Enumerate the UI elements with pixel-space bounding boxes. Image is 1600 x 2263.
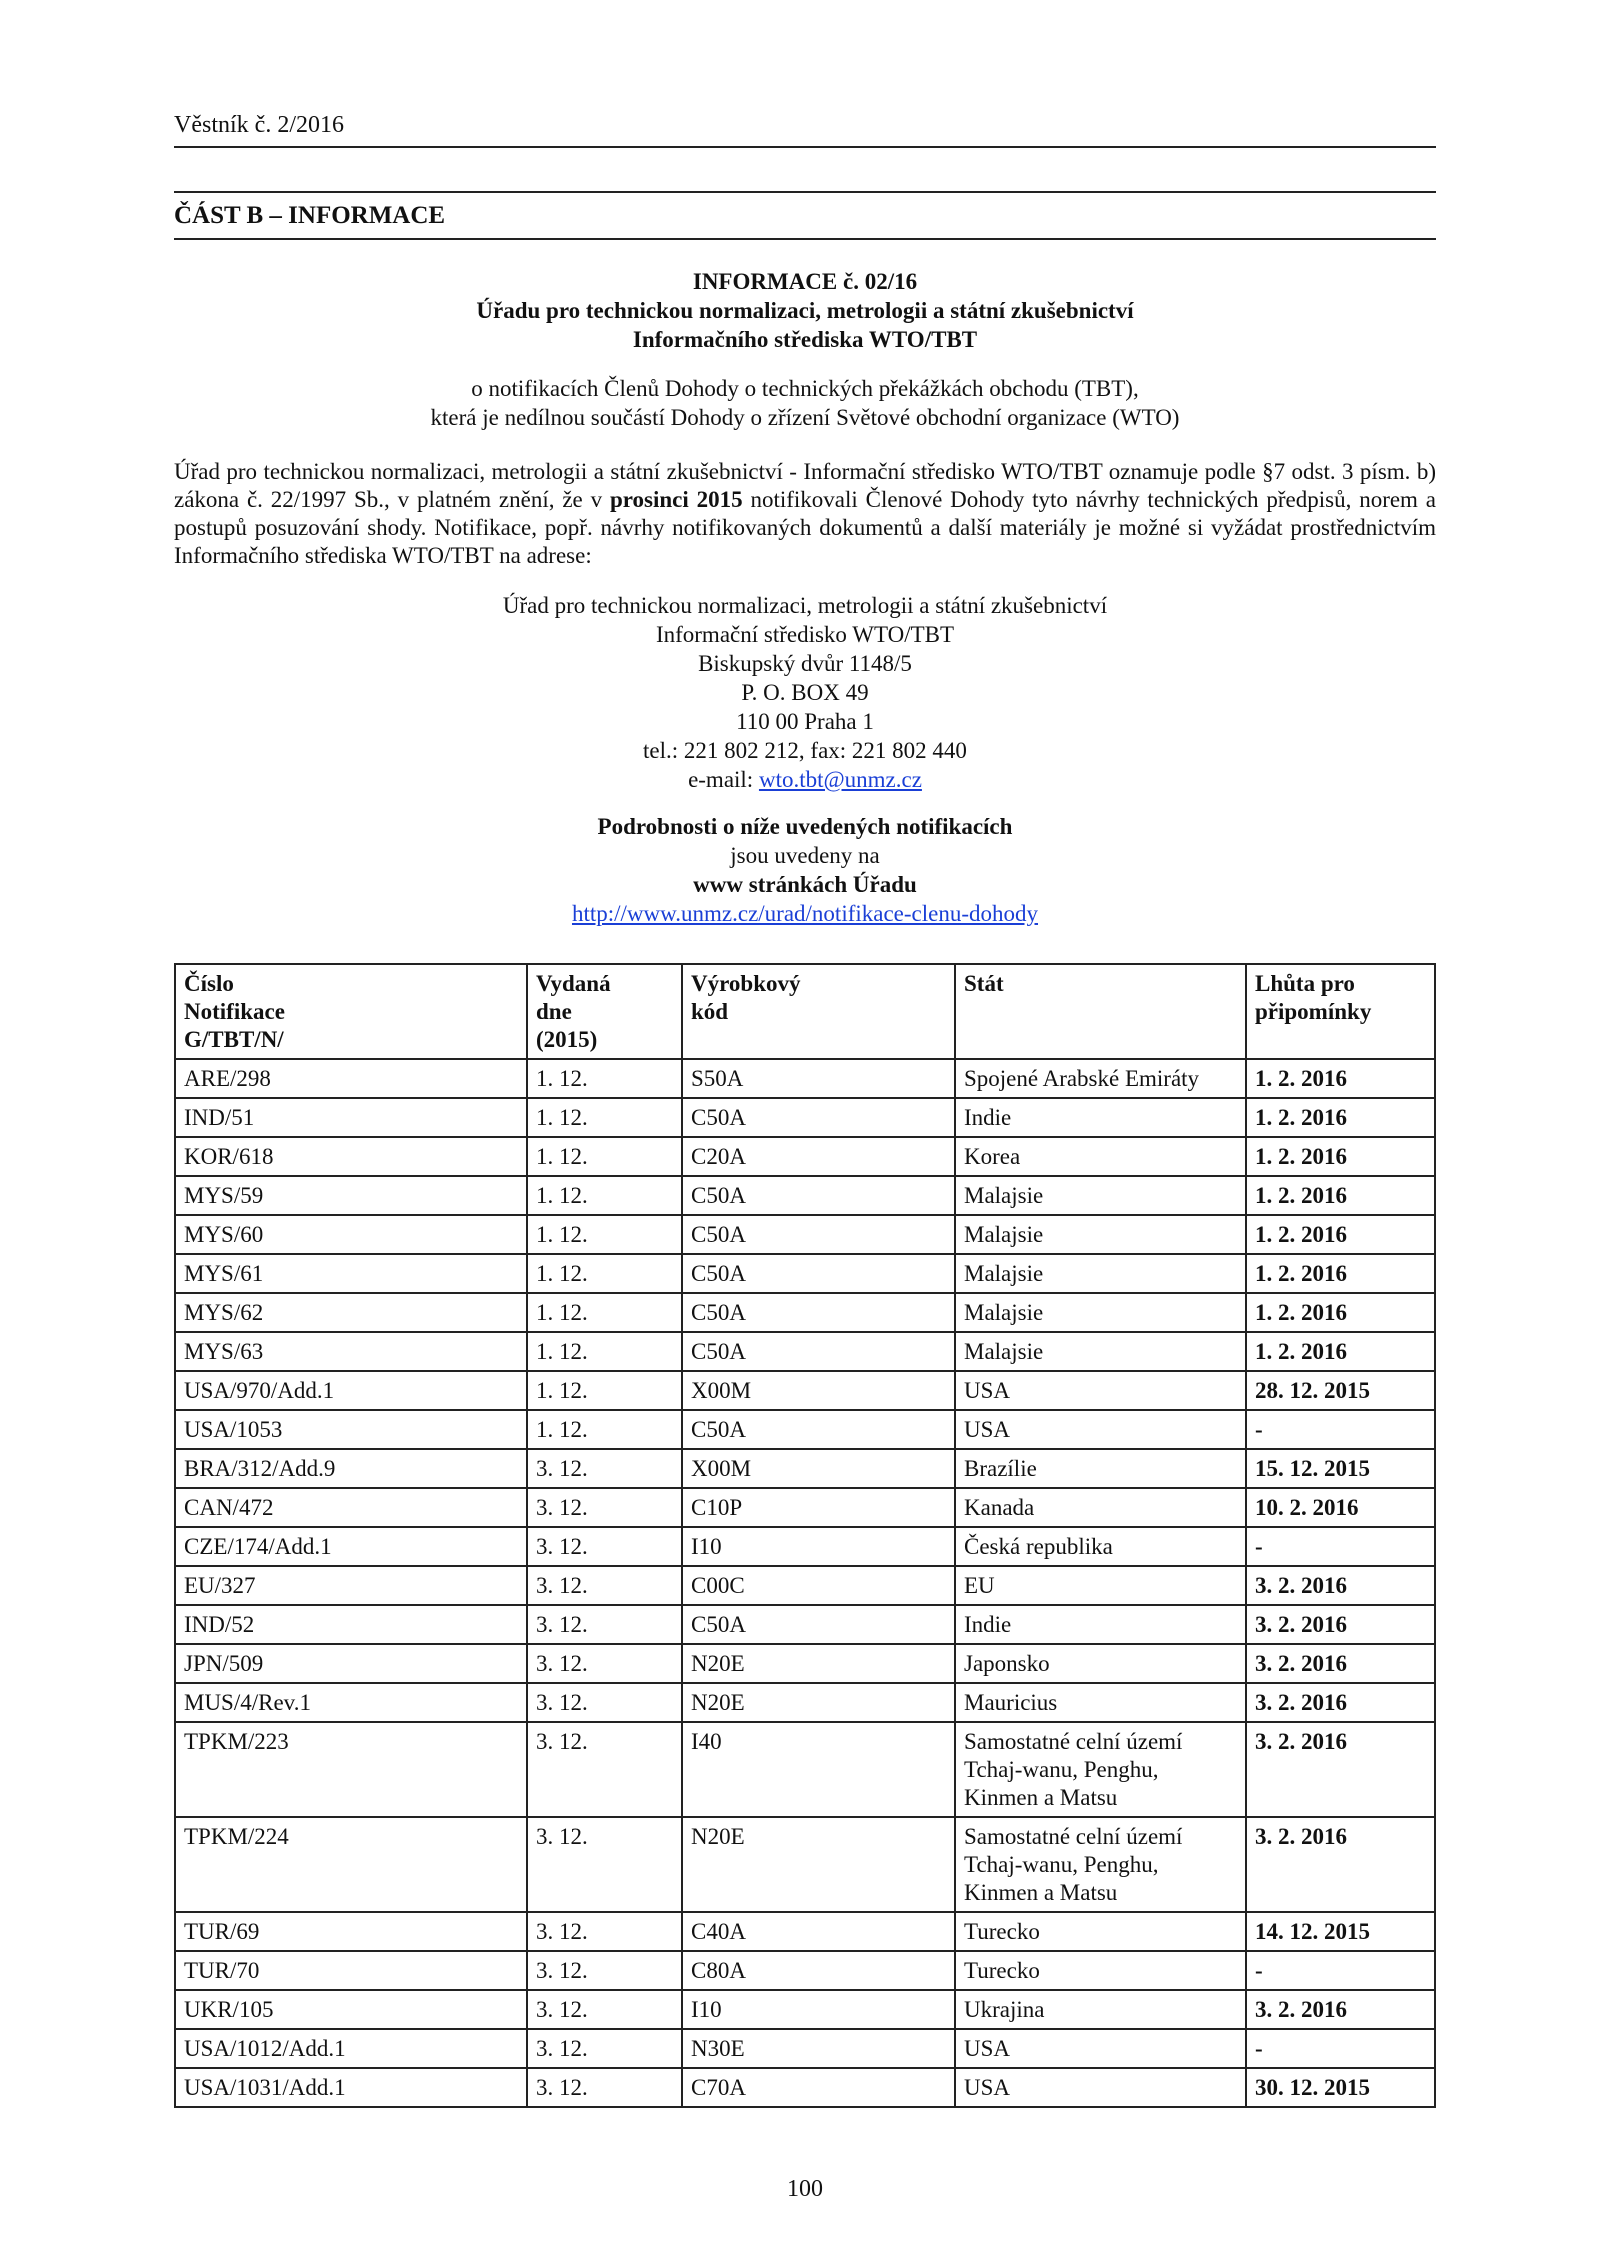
- header-rule: [174, 146, 1436, 148]
- table-row: [175, 1176, 1435, 1215]
- cell-notification: MYS/60: [175, 1215, 527, 1254]
- col-header-country: Stát: [955, 964, 1246, 1059]
- col-header-notification: Číslo Notifikace G/TBT/N/: [175, 964, 527, 1059]
- cell-notification: USA/1053: [175, 1410, 527, 1449]
- table-row: [175, 1098, 1435, 1137]
- cell-country: Malajsie: [955, 1254, 1246, 1293]
- cell-issued: 1. 12.: [527, 1371, 682, 1410]
- intro-paragraph: [174, 458, 1436, 570]
- cell-issued: 3. 12.: [527, 1644, 682, 1683]
- details-line: www stránkách Úřadu: [693, 872, 917, 897]
- cell-deadline: 1. 2. 2016: [1246, 1293, 1435, 1332]
- cell-deadline: -: [1246, 1527, 1435, 1566]
- cell-notification: UKR/105: [175, 1990, 527, 2029]
- cell-product-code: C40A: [682, 1912, 955, 1951]
- cell-issued: 1. 12.: [527, 1254, 682, 1293]
- cell-deadline: 3. 2. 2016: [1246, 1566, 1435, 1605]
- cell-product-code: S50A: [682, 1059, 955, 1098]
- table-row: [175, 1137, 1435, 1176]
- cell-product-code: C80A: [682, 1951, 955, 1990]
- cell-product-code: N20E: [682, 1644, 955, 1683]
- cell-product-code: C50A: [682, 1098, 955, 1137]
- cell-deadline: 3. 2. 2016: [1246, 1817, 1435, 1912]
- info-number: INFORMACE č. 02/16: [692, 269, 918, 294]
- cell-deadline: 3. 2. 2016: [1246, 1990, 1435, 2029]
- cell-product-code: C50A: [682, 1293, 955, 1332]
- details-line: jsou uvedeny na: [730, 843, 880, 868]
- cell-product-code: N30E: [682, 2029, 955, 2068]
- contact-address: [174, 591, 1436, 794]
- details-line: Podrobnosti o níže uvedených notifikacích: [597, 814, 1013, 839]
- cell-deadline: 1. 2. 2016: [1246, 1215, 1435, 1254]
- cell-product-code: C50A: [682, 1605, 955, 1644]
- cell-country: Indie: [955, 1605, 1246, 1644]
- cell-issued: 3. 12.: [527, 1990, 682, 2029]
- cell-country: Turecko: [955, 1951, 1246, 1990]
- cell-product-code: C70A: [682, 2068, 955, 2107]
- cell-country: Korea: [955, 1137, 1246, 1176]
- cell-notification: USA/1031/Add.1: [175, 2068, 527, 2107]
- subheading-line: která je nedílnou součástí Dohody o zřízení Světové obchodní organizace (WTO): [430, 405, 1180, 430]
- cell-issued: 3. 12.: [527, 1817, 682, 1912]
- cell-issued: 3. 12.: [527, 1951, 682, 1990]
- cell-product-code: X00M: [682, 1371, 955, 1410]
- table-row: [175, 1293, 1435, 1332]
- phone-fax-line: tel.: 221 802 212, fax: 221 802 440: [643, 738, 967, 763]
- cell-notification: MYS/61: [175, 1254, 527, 1293]
- table-row: [175, 1059, 1435, 1098]
- address-line: Úřad pro technickou normalizaci, metrologii a státní zkušebnictví: [502, 593, 1108, 618]
- cell-issued: 1. 12.: [527, 1293, 682, 1332]
- cell-deadline: -: [1246, 2029, 1435, 2068]
- cell-issued: 3. 12.: [527, 1912, 682, 1951]
- cell-deadline: 1. 2. 2016: [1246, 1254, 1435, 1293]
- cell-country: Samostatné celní území Tchaj-wanu, Penghu, Kinmen a Matsu: [955, 1817, 1246, 1912]
- intro-emphasis: prosinci 2015: [609, 487, 743, 512]
- office-name: Úřadu pro technickou normalizaci, metrologii a státní zkušebnictví: [476, 298, 1134, 323]
- cell-issued: 3. 12.: [527, 1527, 682, 1566]
- details-note: [174, 812, 1436, 928]
- cell-notification: MYS/59: [175, 1176, 527, 1215]
- cell-country: Malajsie: [955, 1215, 1246, 1254]
- cell-country: USA: [955, 1371, 1246, 1410]
- cell-deadline: 30. 12. 2015: [1246, 2068, 1435, 2107]
- cell-notification: IND/52: [175, 1605, 527, 1644]
- address-line: P. O. BOX 49: [741, 680, 869, 705]
- cell-country: Malajsie: [955, 1332, 1246, 1371]
- cell-notification: JPN/509: [175, 1644, 527, 1683]
- table-header-row: [175, 964, 1435, 1059]
- col-header-product-code: Výrobkový kód: [682, 964, 955, 1059]
- email-link[interactable]: wto.tbt@unmz.cz: [758, 767, 922, 792]
- cell-country: Samostatné celní území Tchaj-wanu, Penghu, Kinmen a Matsu: [955, 1722, 1246, 1817]
- cell-issued: 3. 12.: [527, 1449, 682, 1488]
- cell-country: Indie: [955, 1098, 1246, 1137]
- cell-notification: CAN/472: [175, 1488, 527, 1527]
- cell-issued: 3. 12.: [527, 1683, 682, 1722]
- cell-issued: 3. 12.: [527, 1488, 682, 1527]
- cell-country: Japonsko: [955, 1644, 1246, 1683]
- cell-deadline: 14. 12. 2015: [1246, 1912, 1435, 1951]
- cell-product-code: C20A: [682, 1137, 955, 1176]
- cell-country: Spojené Arabské Emiráty: [955, 1059, 1246, 1098]
- table-row: [175, 1215, 1435, 1254]
- address-line: Informační středisko WTO/TBT: [655, 622, 955, 647]
- cell-deadline: 1. 2. 2016: [1246, 1137, 1435, 1176]
- info-subheading: [174, 374, 1436, 432]
- cell-product-code: N20E: [682, 1817, 955, 1912]
- cell-deadline: 28. 12. 2015: [1246, 1371, 1435, 1410]
- table-row: [175, 1488, 1435, 1527]
- table-row: [175, 1527, 1435, 1566]
- cell-issued: 3. 12.: [527, 1605, 682, 1644]
- cell-notification: TPKM/223: [175, 1722, 527, 1817]
- table-body: [175, 1059, 1435, 2107]
- cell-product-code: I40: [682, 1722, 955, 1817]
- table-row: [175, 1644, 1435, 1683]
- cell-notification: TUR/69: [175, 1912, 527, 1951]
- intro-text: notifikovali Členové Dohody tyto návrhy technických předpisů, norem a postupů posuzování shody. Notifikace, popř. návrhy notifikovaných dokumentů a další materiály je možné si vyžádat prostřednictvím Informačního střediska WTO/TBT na adrese:: [174, 487, 1437, 568]
- cell-notification: USA/970/Add.1: [175, 1371, 527, 1410]
- cell-country: Česká republika: [955, 1527, 1246, 1566]
- page-number: 100: [787, 2176, 823, 2202]
- address-line: Biskupský dvůr 1148/5: [698, 651, 912, 676]
- section-rule-bottom: [174, 238, 1436, 240]
- info-centre-name: Informačního střediska WTO/TBT: [632, 327, 978, 352]
- cell-notification: USA/1012/Add.1: [175, 2029, 527, 2068]
- table-row: [175, 1605, 1435, 1644]
- cell-notification: BRA/312/Add.9: [175, 1449, 527, 1488]
- cell-country: Ukrajina: [955, 1990, 1246, 2029]
- table-row: [175, 1410, 1435, 1449]
- part-title: ČÁST B – INFORMACE: [174, 202, 446, 229]
- table-row: [175, 2068, 1435, 2107]
- cell-country: USA: [955, 2068, 1246, 2107]
- cell-deadline: -: [1246, 1951, 1435, 1990]
- cell-issued: 1. 12.: [527, 1098, 682, 1137]
- cell-product-code: I10: [682, 1990, 955, 2029]
- table-row: [175, 1449, 1435, 1488]
- table-row: [175, 1912, 1435, 1951]
- cell-product-code: C50A: [682, 1215, 955, 1254]
- cell-issued: 3. 12.: [527, 2068, 682, 2107]
- table-row: [175, 1683, 1435, 1722]
- cell-deadline: 15. 12. 2015: [1246, 1449, 1435, 1488]
- cell-notification: MYS/62: [175, 1293, 527, 1332]
- cell-issued: 3. 12.: [527, 2029, 682, 2068]
- cell-country: USA: [955, 1410, 1246, 1449]
- cell-notification: TPKM/224: [175, 1817, 527, 1912]
- email-label: e-mail:: [688, 767, 759, 792]
- table-row: [175, 1254, 1435, 1293]
- cell-product-code: C50A: [682, 1176, 955, 1215]
- cell-country: Mauricius: [955, 1683, 1246, 1722]
- cell-notification: CZE/174/Add.1: [175, 1527, 527, 1566]
- table-row: [175, 1990, 1435, 2029]
- cell-deadline: 1. 2. 2016: [1246, 1098, 1435, 1137]
- cell-product-code: C50A: [682, 1332, 955, 1371]
- cell-notification: MYS/63: [175, 1332, 527, 1371]
- col-header-issued: Vydaná dne (2015): [527, 964, 682, 1059]
- cell-deadline: 3. 2. 2016: [1246, 1605, 1435, 1644]
- table-row: [175, 1722, 1435, 1817]
- section-rule-top: [174, 191, 1436, 193]
- cell-issued: 1. 12.: [527, 1215, 682, 1254]
- email-line: [174, 765, 1436, 794]
- cell-country: Brazílie: [955, 1449, 1246, 1488]
- intro-text: Úřad pro technickou normalizaci, metrologii a státní zkušebnictví - Informační středisko WTO/TBT oznamuje podle §7 odst. 3 písm. b) zákona č. 22/1997 Sb., v platném znění, že v: [174, 459, 1436, 512]
- cell-deadline: 1. 2. 2016: [1246, 1059, 1435, 1098]
- cell-country: Kanada: [955, 1488, 1246, 1527]
- cell-country: USA: [955, 2029, 1246, 2068]
- cell-deadline: 1. 2. 2016: [1246, 1332, 1435, 1371]
- cell-product-code: X00M: [682, 1449, 955, 1488]
- cell-issued: 1. 12.: [527, 1410, 682, 1449]
- cell-product-code: C10P: [682, 1488, 955, 1527]
- cell-product-code: I10: [682, 1527, 955, 1566]
- cell-issued: 3. 12.: [527, 1722, 682, 1817]
- col-header-deadline: Lhůta pro připomínky: [1246, 964, 1435, 1059]
- table-row: [175, 1951, 1435, 1990]
- cell-notification: MUS/4/Rev.1: [175, 1683, 527, 1722]
- subheading-line: o notifikacích Členů Dohody o technických překážkách obchodu (TBT),: [471, 376, 1139, 401]
- cell-deadline: 3. 2. 2016: [1246, 1683, 1435, 1722]
- cell-product-code: C00C: [682, 1566, 955, 1605]
- cell-deadline: 10. 2. 2016: [1246, 1488, 1435, 1527]
- table-row: [175, 1332, 1435, 1371]
- table-row: [175, 1371, 1435, 1410]
- cell-issued: 1. 12.: [527, 1332, 682, 1371]
- cell-deadline: 1. 2. 2016: [1246, 1176, 1435, 1215]
- cell-country: EU: [955, 1566, 1246, 1605]
- cell-issued: 1. 12.: [527, 1176, 682, 1215]
- cell-product-code: C50A: [682, 1254, 955, 1293]
- cell-product-code: C50A: [682, 1410, 955, 1449]
- table-row: [175, 1817, 1435, 1912]
- cell-issued: 1. 12.: [527, 1137, 682, 1176]
- cell-issued: 3. 12.: [527, 1566, 682, 1605]
- cell-notification: EU/327: [175, 1566, 527, 1605]
- running-head: Věstník č. 2/2016: [174, 112, 344, 138]
- table-row: [175, 2029, 1435, 2068]
- info-heading: [174, 267, 1436, 354]
- cell-deadline: -: [1246, 1410, 1435, 1449]
- cell-country: Malajsie: [955, 1293, 1246, 1332]
- cell-notification: IND/51: [175, 1098, 527, 1137]
- cell-notification: ARE/298: [175, 1059, 527, 1098]
- cell-deadline: 3. 2. 2016: [1246, 1644, 1435, 1683]
- notifications-table: [174, 963, 1436, 2108]
- cell-issued: 1. 12.: [527, 1059, 682, 1098]
- cell-product-code: N20E: [682, 1683, 955, 1722]
- cell-notification: TUR/70: [175, 1951, 527, 1990]
- table-row: [175, 1566, 1435, 1605]
- address-line: 110 00 Praha 1: [736, 709, 874, 734]
- cell-deadline: 3. 2. 2016: [1246, 1722, 1435, 1817]
- cell-country: Turecko: [955, 1912, 1246, 1951]
- cell-notification: KOR/618: [175, 1137, 527, 1176]
- notifications-url-link[interactable]: http://www.unmz.cz/urad/notifikace-clenu-dohody: [571, 901, 1039, 926]
- cell-country: Malajsie: [955, 1176, 1246, 1215]
